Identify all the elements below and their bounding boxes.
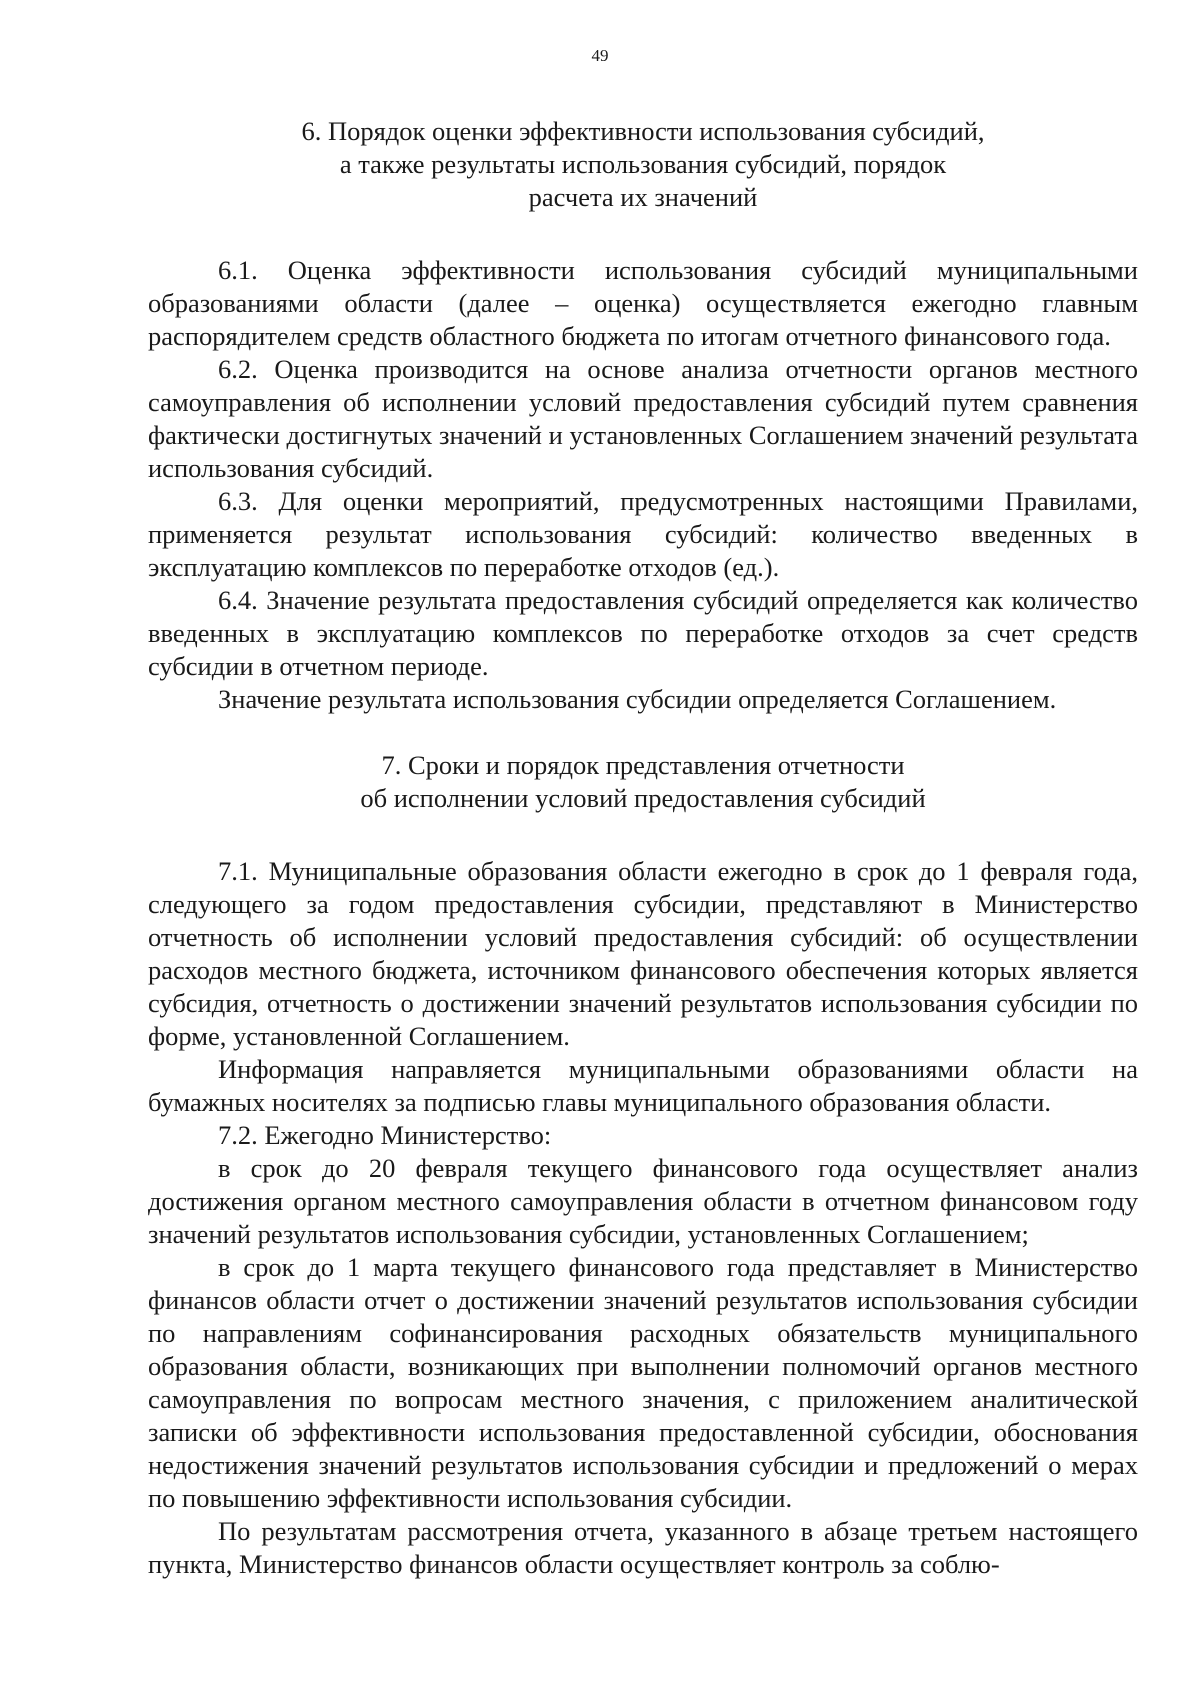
document-body bbox=[148, 115, 1138, 1581]
paragraph-7-1-info: Информация направляется муниципальными образованиями области на бумажных носителях за подписью главы муниципального образования области. bbox=[148, 1054, 1138, 1117]
heading-line: а также результаты использования субсидий, порядок bbox=[339, 149, 947, 179]
paragraph-6-3: 6.3. Для оценки мероприятий, предусмотренных настоящими Правилами, применяется результат использования субсидий: количество введенных в эксплуатацию комплексов по переработке отходов (ед.). bbox=[148, 486, 1138, 582]
heading-line: расчета их значений bbox=[528, 182, 758, 212]
section-6-heading bbox=[148, 115, 1138, 214]
heading-line: 7. Сроки и порядок представления отчетности bbox=[381, 750, 905, 780]
paragraph-6-2: 6.2. Оценка производится на основе анализа отчетности органов местного самоуправления об исполнении условий предоставления субсидий путем сравнения фактически достигнутых значений и установленных Соглашением значений результата использования субсидий. bbox=[148, 354, 1138, 483]
page-number: 49 bbox=[591, 46, 609, 65]
paragraph-6-4-note: Значение результата использования субсидии определяется Соглашением. bbox=[218, 684, 1057, 714]
paragraph-7-2-control: По результатам рассмотрения отчета, указанного в абзаце третьем настоящего пункта, Министерство финансов области осуществляет контроль за соблю- bbox=[148, 1516, 1138, 1579]
paragraph-7-2-item-1: в срок до 20 февраля текущего финансового года осуществляет анализ достижения органом местного самоуправления области в отчетном финансовом году значений результатов использования субсидии, установленных Соглашением; bbox=[148, 1153, 1138, 1249]
section-7-heading bbox=[148, 749, 1138, 815]
heading-line: 6. Порядок оценки эффективности использования субсидий, bbox=[301, 116, 985, 146]
paragraph-6-4: 6.4. Значение результата предоставления субсидий определяется как количество введенных в эксплуатацию комплексов по переработке отходов за счет средств субсидии в отчетном периоде. bbox=[148, 585, 1138, 681]
paragraph-7-2-item-2: в срок до 1 марта текущего финансового года представляет в Министерство финансов области отчет о достижении значений результатов использования субсидии по направлениям софинансирования расходных обязательств муниципального образования области, возникающих при выполнении полномочий органов местного самоуправления по вопросам местного значения, с приложением аналитической записки об эффективности использования предоставленной субсидии, обоснования недостижения значений результатов использования субсидии и предложений о мерах по повышению эффективности использования субсидии. bbox=[148, 1252, 1138, 1513]
heading-line: об исполнении условий предоставления субсидий bbox=[360, 783, 926, 813]
paragraph-7-1: 7.1. Муниципальные образования области ежегодно в срок до 1 февраля года, следующего за годом предоставления субсидии, представляют в Министерство отчетность об исполнении условий предоставления субсидий: об осуществлении расходов местного бюджета, источником финансового обеспечения которых является субсидия, отчетность о достижении значений результатов использования субсидии по форме, установленной Соглашением. bbox=[148, 856, 1138, 1051]
paragraph-7-2: 7.2. Ежегодно Министерство: bbox=[218, 1120, 552, 1150]
paragraph-6-1: 6.1. Оценка эффективности использования субсидий муниципальными образованиями области (далее – оценка) осуществляется ежегодно главным распорядителем средств областного бюджета по итогам отчетного финансового года. bbox=[148, 255, 1138, 351]
